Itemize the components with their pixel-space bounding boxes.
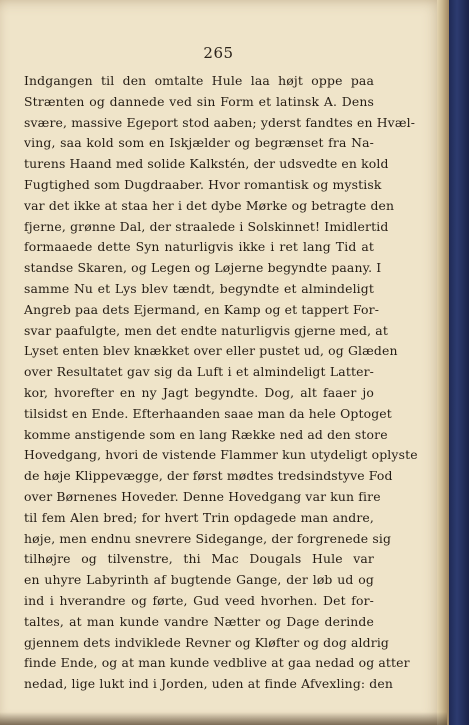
text-line: samme Nu et Lys blev tændt, begyndte et almindeligt xyxy=(24,280,374,296)
text-line: til fem Alen bred; for hvert Trin opdagede man andre, xyxy=(24,509,374,525)
text-line: komme anstigende som en lang Række ned ad den store xyxy=(24,426,388,442)
book-cover-edge xyxy=(449,0,469,725)
page-bottom-shadow xyxy=(0,712,447,725)
text-line: Strænten og dannede ved sin Form et latinsk A. Dens xyxy=(24,93,374,109)
text-line: turens Haand med solide Kalkstén, der udsvedte en kold xyxy=(24,156,389,172)
text-line: Hovedgang, hvori de vistende Flammer kun utydeligt oplyste xyxy=(24,447,418,463)
text-line: nedad, lige lukt ind i Jorden, uden at finde Afvexling: den xyxy=(24,676,394,692)
text-line: tilsidst en Ende. Efterhaanden saae man da hele Optoget xyxy=(24,405,392,421)
page-number: 265 xyxy=(203,44,234,62)
text-line: svar paafulgte, men det endte naturligvis gjerne med, at xyxy=(24,322,388,338)
text-line: ind i hverandre og førte, Gud veed hvorhen. Det for- xyxy=(24,592,374,608)
body-text xyxy=(24,71,418,695)
page-gutter xyxy=(437,0,449,725)
text-line: taltes, at man kunde vandre Nætter og Dage derinde xyxy=(24,613,374,629)
text-line: svære, massive Egeport stod aaben; yderst fandtes en Hvæl- xyxy=(24,114,416,130)
text-line: fjerne, grønne Dal, der straalede i Solskinnet! Imidlertid xyxy=(24,218,389,234)
text-line: over Resultatet gav sig da Luft i et almindeligt Latter- xyxy=(24,364,374,380)
text-line: kor, hvorefter en ny Jagt begyndte. Dog, alt faaer jo xyxy=(24,384,374,400)
text-line: Fugtighed som Dugdraaber. Hvor romantisk og mystisk xyxy=(24,176,382,192)
text-line: tilhøjre og tilvenstre, thi Mac Dougals Hule var xyxy=(24,551,374,567)
text-line: Indgangen til den omtalte Hule laa højt oppe paa xyxy=(24,73,374,88)
text-line: standse Skaren, og Legen og Løjerne begyndte paany. I xyxy=(24,260,382,276)
text-line: høje, men endnu snevrere Sidegange, der forgrenede sig xyxy=(24,530,392,546)
text-line: over Børnenes Hoveder. Denne Hovedgang var kun fire xyxy=(24,488,381,504)
text-line: ving, saa kold som en Iskjælder og begrænset fra Na- xyxy=(24,135,374,151)
text-line: Lyset enten blev knækket over eller pustet ud, og Glæden xyxy=(24,343,398,359)
text-line: Angreb paa dets Ejermand, en Kamp og et tappert For- xyxy=(24,301,380,317)
text-line: finde Ende, og at man kunde vedblive at gaa nedad og atter xyxy=(24,655,410,671)
text-line: formaaede dette Syn naturligvis ikke i ret lang Tid at xyxy=(24,239,374,255)
text-line: en uhyre Labyrinth af bugtende Gange, der løb ud og xyxy=(24,572,374,588)
text-line: gjennem dets indviklede Revner og Kløfter og dog aldrig xyxy=(24,634,390,650)
text-line: var det ikke at staa her i det dybe Mørke og betragte den xyxy=(24,197,395,213)
text-line: de høje Klippevægge, der først mødtes tredsindstyve Fod xyxy=(24,468,393,484)
